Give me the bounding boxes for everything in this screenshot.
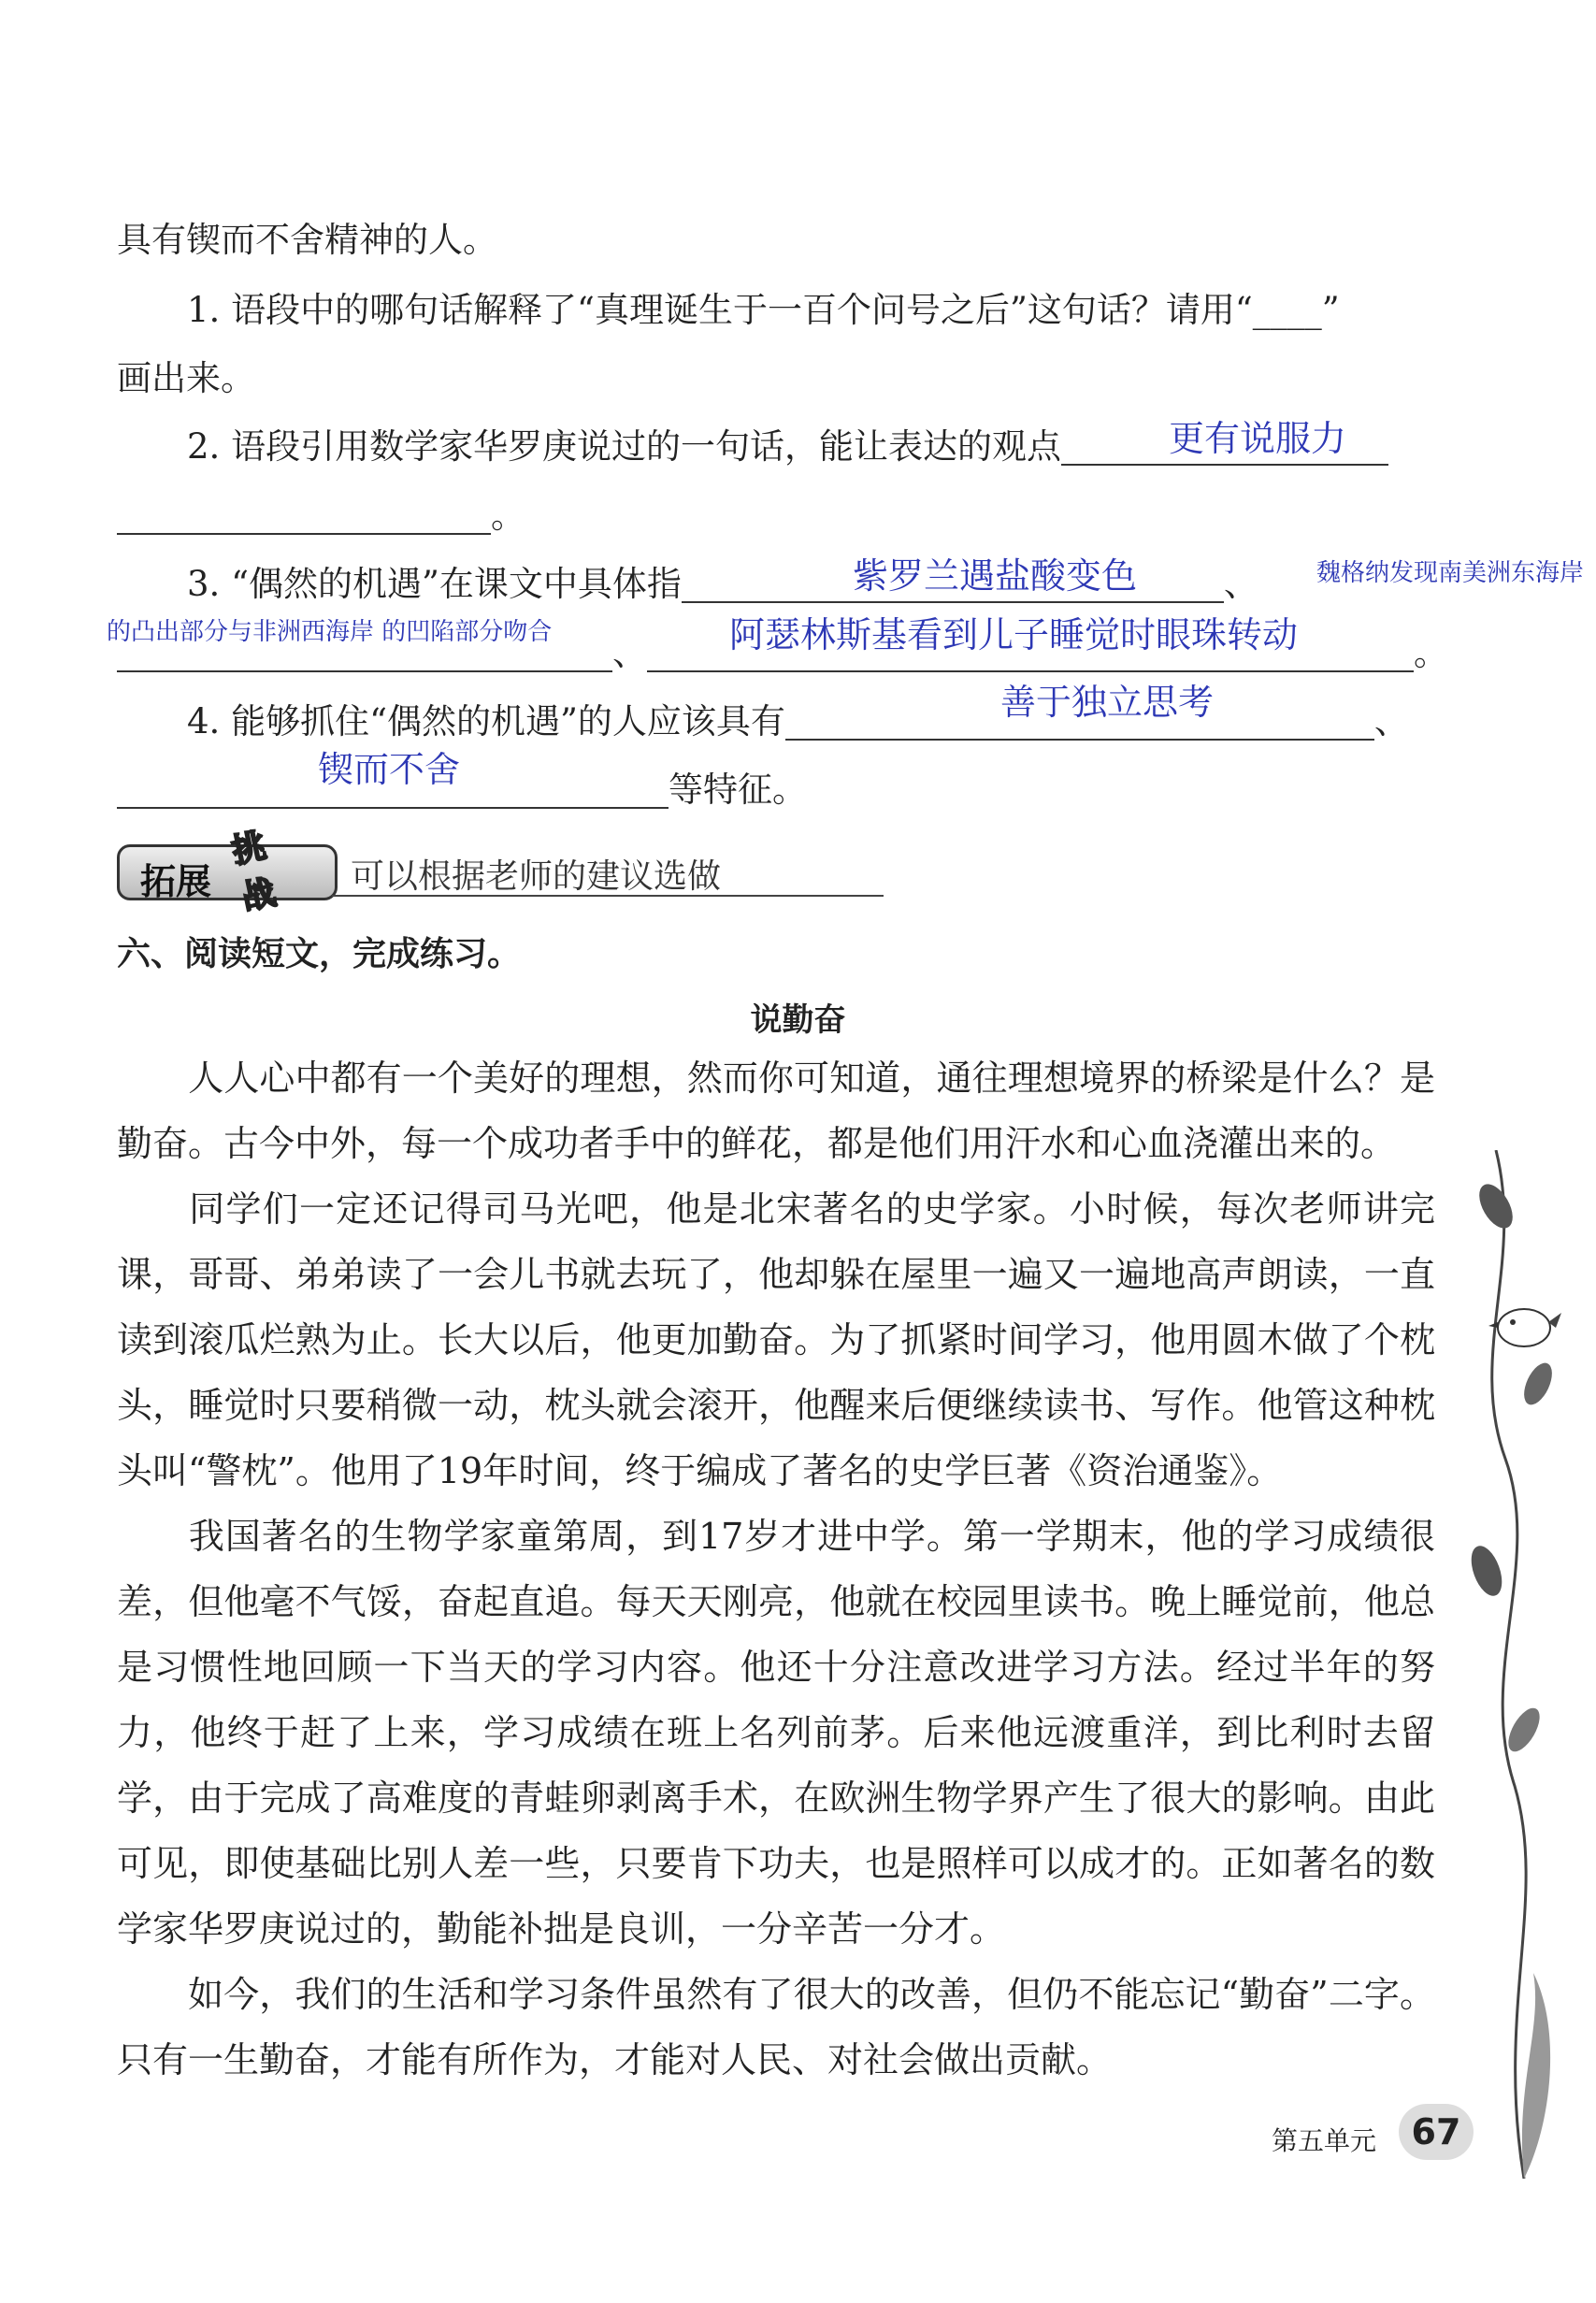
question-4-text: 4. 能够抓住“偶然的机遇”的人应该具有 bbox=[187, 701, 785, 741]
separator: 、 bbox=[612, 633, 647, 673]
question-1: 1. 语段中的哪句话解释了“真理诞生于一百个问号之后”这句话？请用“____” bbox=[187, 290, 1340, 330]
answer-blank[interactable] bbox=[117, 633, 612, 672]
banner-underline bbox=[332, 895, 884, 897]
section-heading: 六、阅读短文，完成练习。 bbox=[117, 935, 522, 973]
question-1-continued: 画出来。 bbox=[117, 358, 255, 398]
answer-q2: 更有说服力 bbox=[1169, 418, 1347, 459]
answer-q4-2: 锲而不舍 bbox=[318, 749, 461, 790]
question-3-end: 。 bbox=[1414, 633, 1448, 673]
question-4 bbox=[187, 698, 1409, 745]
page-number: 67 bbox=[1399, 2104, 1474, 2160]
question-4-end: 等特征。 bbox=[669, 770, 807, 810]
badge-sub-text: 挑战 bbox=[228, 827, 280, 918]
paragraph-2: 同学们一定还记得司马光吧，他是北宋著名的史学家。小时候，每次老师讲完课，哥哥、弟弟读了一会儿书就去玩了，他却躲在屋里一遍又一遍地高声朗读，一直读到滚瓜烂熟为止。长大以后，他更加勤奋。为了抓紧时间学习，他用圆木做了个枕头，睡觉时只要稍微一动，枕头就会滚开，他醒来后便继续读书、写作。他管这种枕头叫“警枕”。他用了19年时间，终于编成了著名的史学巨著《资治通鉴》。 bbox=[117, 1188, 1435, 1491]
question-2-text: 2. 语段引用数学家华罗庚说过的一句话，能让表达的观点 bbox=[187, 426, 1062, 467]
text-line: 具有锲而不舍精神的人。 bbox=[117, 220, 497, 260]
paragraph-1: 人人心中都有一个美好的理想，然而你可知道，通往理想境界的桥梁是什么？是勤奋。古今中外，每一个成功者手中的鲜花，都是他们用汗水和心血浇灌出来的。 bbox=[117, 1058, 1435, 1164]
answer-q3-1: 紫罗兰遇盐酸变色 bbox=[853, 555, 1138, 597]
paragraph-3: 我国著名的生物学家童第周，到17岁才进中学。第一学期末，他的学习成绩很差，但他毫不气馁，奋起直追。每天天刚亮，他就在校园里读书。晚上睡觉前，他总是习惯性地回顾一下当天的学习内容。他还十分注意改进学习方法。经过半年的努力，他终于赶了上来，学习成绩在班上名列前茅。后来他远渡重洋，到比利时去留学，由于完成了高难度的青蛙卵剥离手术，在欧洲生物学界产生了很大的影响。由此可见，即使基础比别人差一些，只要肯下功夫，也是照样可以成才的。正如著名的数学家华罗庚说过的，勤能补拙是良训，一分辛苦一分才。 bbox=[117, 1516, 1435, 1950]
separator: 、 bbox=[1373, 701, 1409, 741]
separator: 、 bbox=[1223, 564, 1258, 604]
answer-blank[interactable] bbox=[117, 496, 491, 535]
banner-text: 可以根据老师的建议选做 bbox=[351, 857, 722, 896]
question-2-line2 bbox=[117, 493, 525, 540]
answer-q3-3: 阿瑟林斯基看到儿子睡觉时眼珠转动 bbox=[729, 614, 1299, 655]
extension-badge bbox=[117, 844, 338, 900]
question-4-line2 bbox=[117, 767, 807, 813]
answer-q3-2a: 魏格纳发现南美洲东海岸 bbox=[1316, 559, 1585, 587]
answer-q3-2b: 的凸出部分与非洲西海岸 的凹陷部分吻合 bbox=[107, 618, 553, 646]
unit-label: 第五单元 bbox=[1272, 2125, 1377, 2156]
vine-bird-decoration-icon bbox=[1459, 1150, 1571, 2179]
question-2-end: 。 bbox=[491, 496, 525, 536]
paragraph-4: 如今，我们的生活和学习条件虽然有了很大的改善，但仍不能忘记“勤奋”二字。只有一生勤奋，才能有所作为，才能对人民、对社会做出贡献。 bbox=[117, 1974, 1435, 2080]
question-3-text: 3. “偶然的机遇”在课文中具体指 bbox=[187, 564, 682, 604]
badge-main-text: 拓展 bbox=[140, 861, 212, 902]
passage-title: 说勤奋 bbox=[750, 1001, 846, 1039]
answer-q4-1: 善于独立思考 bbox=[1000, 682, 1215, 723]
